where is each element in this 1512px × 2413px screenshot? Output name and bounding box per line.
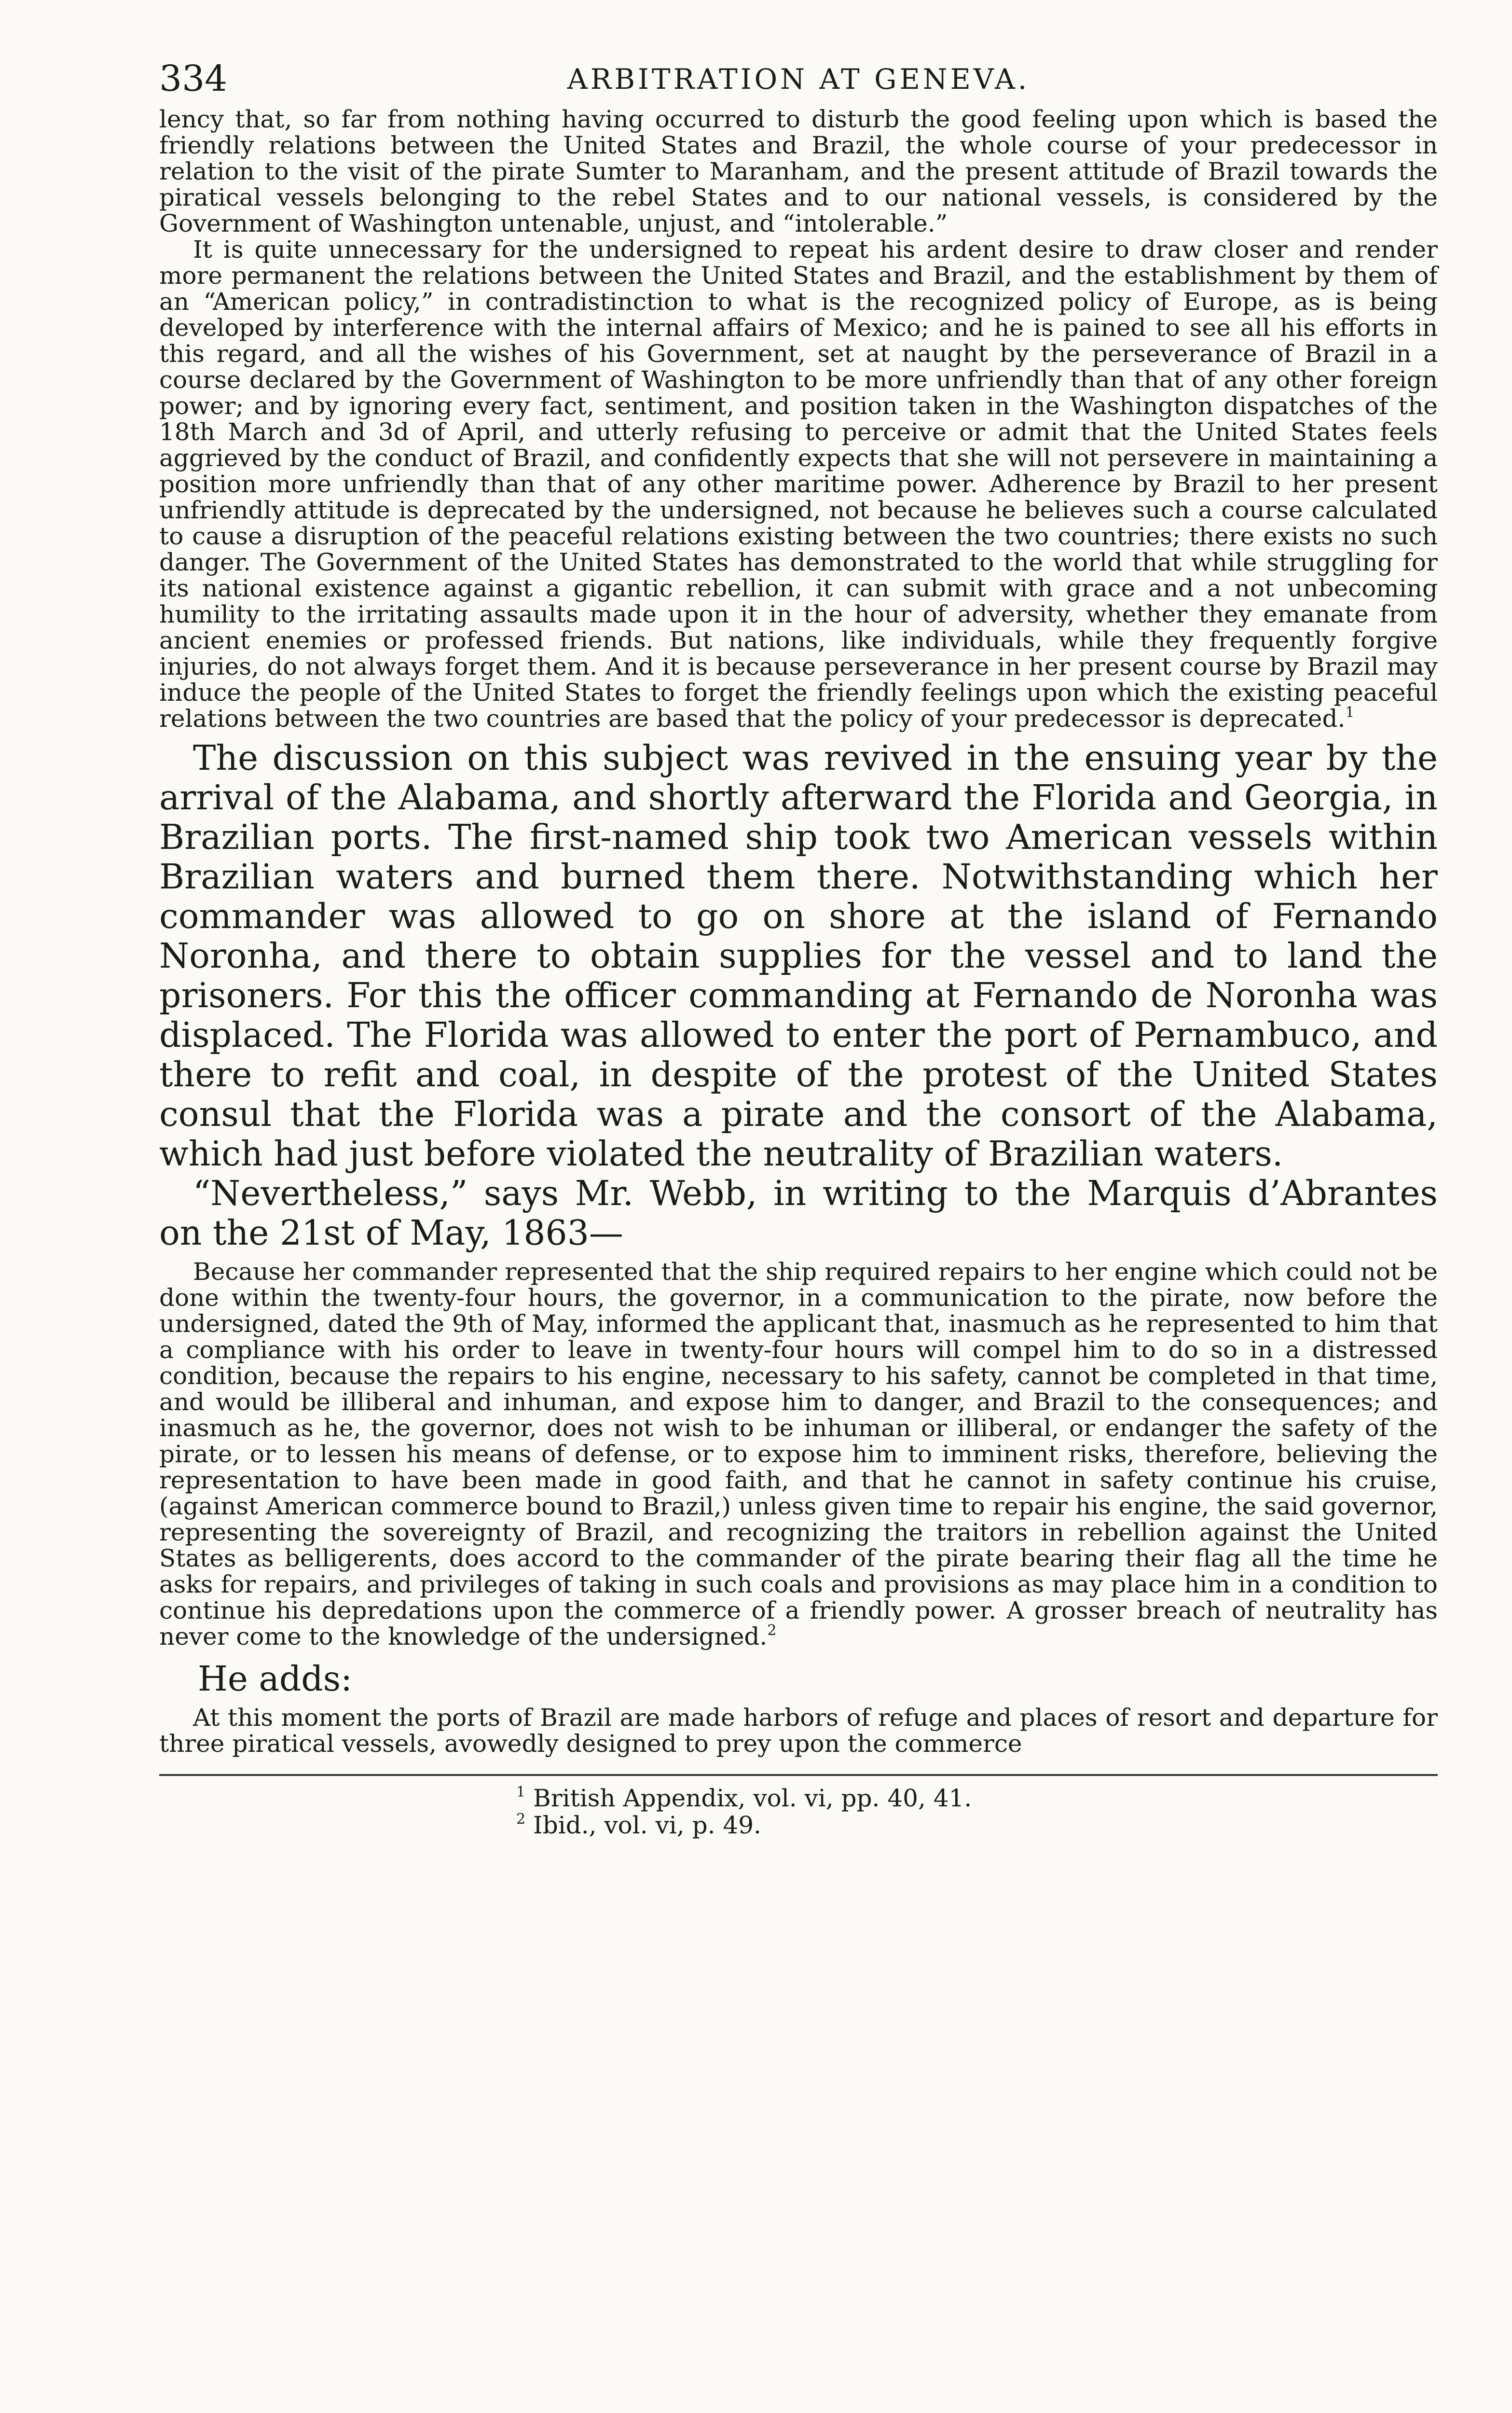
letter-one-paragraph-1: lency that, so far from nothing having occurred to disturb the good feeling upon which is based the friendly relations between the United States and Brazil, the whole course of your predecessor in relation to the visit of the pirate Sumter to Maranham, and the present attitude of Brazil towards the piratical vessels belonging to the rebel States and to our national vessels, is considered by the Government of Washington untenable, unjust, and “intolerable.” (159, 105, 1438, 237)
quoted-letter-one (159, 106, 1438, 732)
he-adds-heading: He adds: (198, 1659, 353, 1699)
footnotes (159, 1785, 1438, 1839)
footnote-1 (516, 1785, 1438, 1812)
quoted-letter-two (159, 1259, 1438, 1650)
footnote-1-mark: 1 (516, 1784, 526, 1801)
footnote-2-mark: 2 (516, 1811, 526, 1828)
document-page (159, 58, 1438, 1839)
narrative-text (159, 738, 1438, 1253)
narrative-paragraph-1: The discussion on this subject was revived in the ensuing year by the arrival of the Alabama, and shortly afterward the Florida and Georgia, in Brazilian ports. The first-named ship took two American vessels within Brazilian waters and burned them there. Notwithstanding which her commander was allowed to go on shore at the island of Fernando Noronha, and there to obtain supplies for the vessel and to land the prisoners. For this the officer commanding at Fernando de Noronha was displaced. The Florida was allowed to enter the port of Pernambuco, and there to refit and coal, in despite of the protest of the United States consul that the Florida was a pirate and the consort of the Alabama, which had just before violated the neutrality of Brazilian waters. (159, 738, 1438, 1174)
footnote-1-text: British Appendix, vol. vi, pp. 40, 41. (533, 1784, 972, 1812)
footnote-ref-1: 1 (1345, 704, 1355, 721)
page-header (159, 58, 1438, 106)
letter-two-paragraph-1 (159, 1259, 1438, 1650)
footnote-divider (159, 1774, 1438, 1776)
quoted-letter-three (159, 1705, 1438, 1757)
letter-three-paragraph-1: At this moment the ports of Brazil are made harbors of refuge and places of resort and departure for three piratical vessels, avowedly designed to prey upon the commerce (159, 1704, 1438, 1758)
letter-two-paragraph-1-text: Because her commander represented that the ship required repairs to her engine which could not be done within the twenty-four hours, the governor, in a communication to the pirate, now before the undersigned, dated the 9th of May, informed the applicant that, inasmuch as he represented to him that a compliance with his order to leave in twenty-four hours will compel him to do so in a distressed condition, because the repairs to his engine, necessary to his safety, cannot be completed in that time, and would be illiberal and inhuman, and expose him to danger, and Brazil to the consequences; and inasmuch as he, the governor, does not wish to be inhuman or illiberal, or endanger the safety of the pirate, or to lessen his means of defense, or to expose him to imminent risks, therefore, believing the representation to have been made in good faith, and that he cannot in safety continue his cruise, (against American commerce bound to Brazil,) unless given time to repair his engine, the said governor, representing the sovereignty of Brazil, and recognizing the traitors in rebellion against the United States as belligerents, does accord to the commander of the pirate bearing their flag all the time he asks for repairs, and privileges of taking in such coals and provisions as may place him in a condition to continue his depredations upon the commerce of a friendly power. A grosser breach of neutrality has never come to the knowledge of the undersigned. (159, 1258, 1438, 1650)
running-title: ARBITRATION AT GENEVA. (567, 63, 1030, 96)
footnote-2 (516, 1812, 1438, 1839)
footnote-ref-2: 2 (767, 1622, 777, 1639)
page-number: 334 (159, 58, 228, 99)
letter-one-paragraph-2 (159, 236, 1438, 732)
narrative-paragraph-2: “Nevertheless,” says Mr. Webb, in writing to the Marquis d’Abrantes on the 21st of May, 1863— (159, 1173, 1438, 1253)
footnote-2-text: Ibid., vol. vi, p. 49. (533, 1811, 761, 1839)
letter-one-paragraph-2-text: It is quite unnecessary for the undersigned to repeat his ardent desire to draw closer and render more permanent the relations between the United States and Brazil, and the establishment by them of an “American policy,” in contradistinction to what is the recognized policy of Europe, as is being developed by interference with the internal affairs of Mexico; and he is pained to see all his efforts in this regard, and all the wishes of his Government, set at naught by the perseverance of Brazil in a course declared by the Government of Washington to be more unfriendly than that of any other foreign power; and by ignoring every fact, sentiment, and position taken in the Washington dispatches of the 18th March and 3d of April, and utterly refusing to perceive or admit that the United States feels aggrieved by the conduct of Brazil, and confidently expects that she will not persevere in maintaining a position more unfriendly than that of any other maritime power. Adherence by Brazil to her present unfriendly attitude is deprecated by the undersigned, not because he believes such a course calculated to cause a disruption of the peaceful relations existing between the two countries; there exists no such danger. The Government of the United States has demonstrated to the world that while struggling for its national existence against a gigantic rebellion, it can submit with grace and a not unbecoming humility to the irritating assaults made upon it in the hour of adversity, whether they emanate from ancient enemies or professed friends. But nations, like individuals, while they frequently forgive injuries, do not always forget them. And it is because perseverance in her present course by Brazil may induce the people of the United States to forget the friendly feelings upon which the existing peaceful relations between the two countries are based that the policy of your predecessor is deprecated. (159, 236, 1438, 733)
